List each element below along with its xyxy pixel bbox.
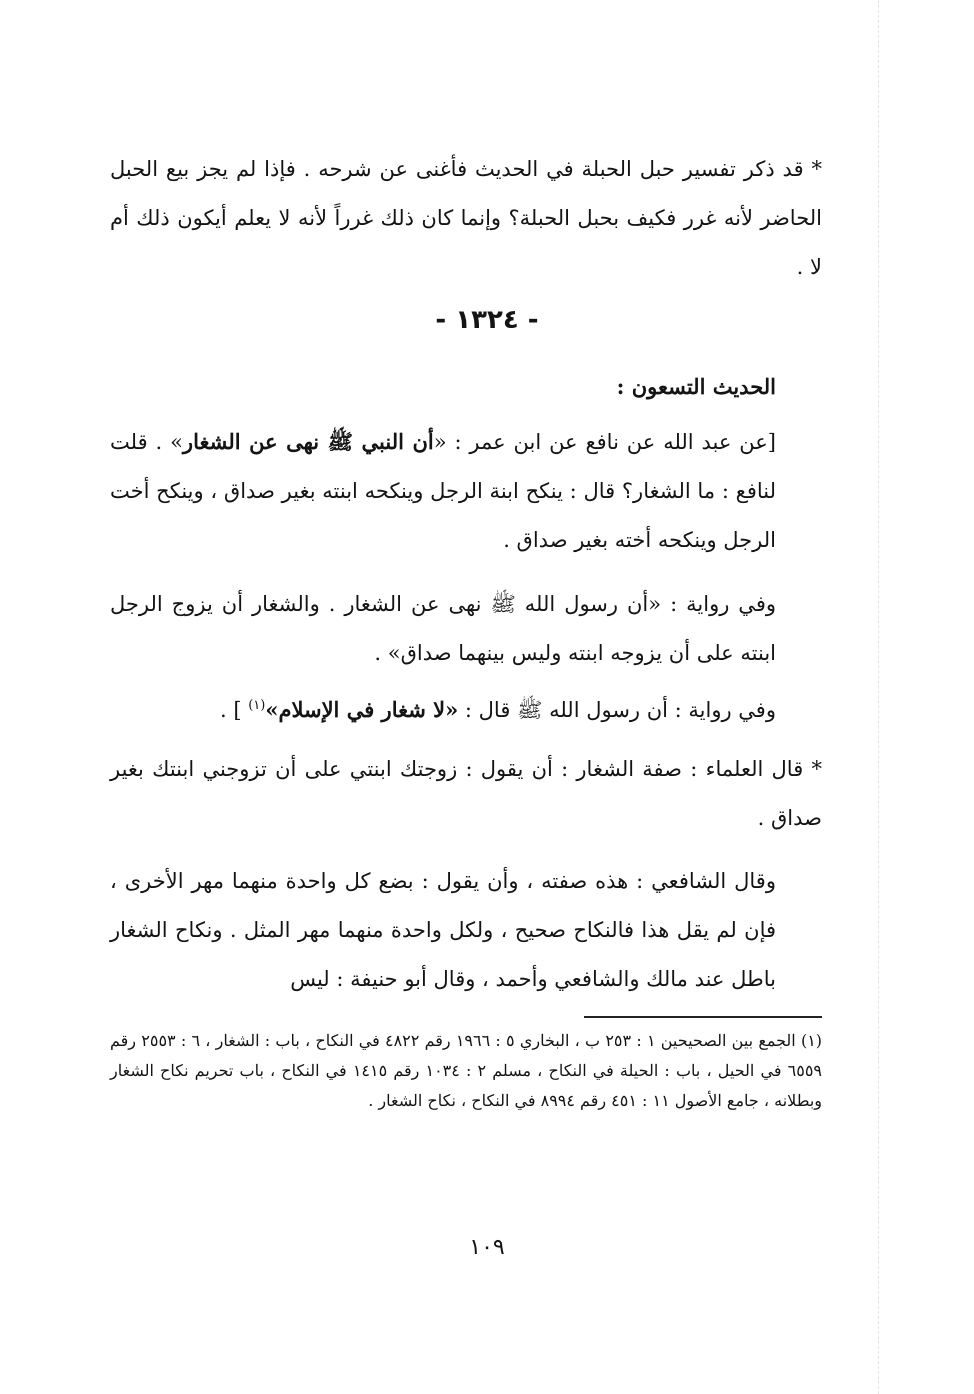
intro-paragraph	[110, 145, 822, 292]
narration-two	[110, 685, 822, 735]
scan-edge-line	[878, 0, 879, 1394]
hadith-closing: » .	[155, 430, 183, 454]
narration-one: وفي رواية : «أن رسول الله ﷺ نهى عن الشغار . والشغار أن يزوج الرجل ابنته على أن يزوجه ابنته وليس بينهما صداق» .	[110, 592, 776, 665]
page-number: ١٠٩	[469, 1235, 505, 1260]
narration-two-prefix: وفي رواية : أن رسول الله ﷺ قال :	[458, 698, 776, 722]
hadith-text	[110, 417, 822, 565]
hadith-number: - ١٣٢٤ -	[435, 305, 539, 335]
footnote-ref: (١)	[248, 698, 266, 713]
hadith-opening: [عن عبد الله عن نافع عن ابن عمر : «	[433, 430, 776, 454]
footnote: (١) الجمع بين الصحيحين ١ : ٢٥٣ ب ، البخاري ٥ : ١٩٦٦ رقم ٤٨٢٢ في النكاح ، باب : الشغار ، ٦ : ٢٥٥٣ رقم ٦٥٥٩ في الحيل ، باب : الحيلة في النكاح ، مسلم ٢ : ١٠٣٤ رقم ١٤١٥ في النكاح ، باب تحريم نكاح الشغار وبطلانه ، جامع الأصول ١١ : ٤٥١ رقم ٨٩٩٤ في النكاح ، نكاح الشغار .	[110, 1031, 823, 1110]
hadith-bold-text: أن النبي ﷺ نهى عن الشغار	[182, 429, 434, 454]
asterisk-bullet: *	[811, 757, 822, 781]
scholars-paragraph	[110, 745, 822, 843]
narration-two-bold: «لا شغار في الإسلام»	[265, 697, 459, 722]
scholars-text: قال العلماء : صفة الشغار : أن يقول : زوجتك ابنتي على أن تزوجني ابنتك بغير صداق .	[110, 757, 822, 830]
footnote-separator	[584, 1016, 822, 1018]
asterisk-bullet: *	[811, 157, 822, 181]
narration-two-suffix: ] .	[219, 698, 249, 722]
hadith-explanation: قلت لنافع : ما الشغار؟ قال : ينكح ابنة الرجل وينكحه ابنته بغير صداق ، وينكح أخت الرجل وينكحه أخته بغير صداق .	[110, 430, 776, 552]
hadith-title: الحديث التسعون :	[616, 374, 776, 399]
intro-text: قد ذكر تفسير حبل الحبلة في الحديث فأغنى عن شرحه . فإذا لم يجز بيع الحبل الحاضر لأنه غرر فكيف بحبل الحبلة؟ وإنما كان ذلك غرراً لأنه لا يعلم أيكون ذلك أم لا .	[110, 157, 822, 279]
shafii-paragraph: وقال الشافعي : هذه صفته ، وأن يقول : بضع كل واحدة منهما مهر الأخرى ، فإن لم يقل هذا فالنكاح صحيح ، ولكل واحدة منهما مهر المثل . ونكاح الشغار باطل عند مالك والشافعي وأحمد ، وقال أبو حنيفة : ليس	[110, 869, 776, 991]
